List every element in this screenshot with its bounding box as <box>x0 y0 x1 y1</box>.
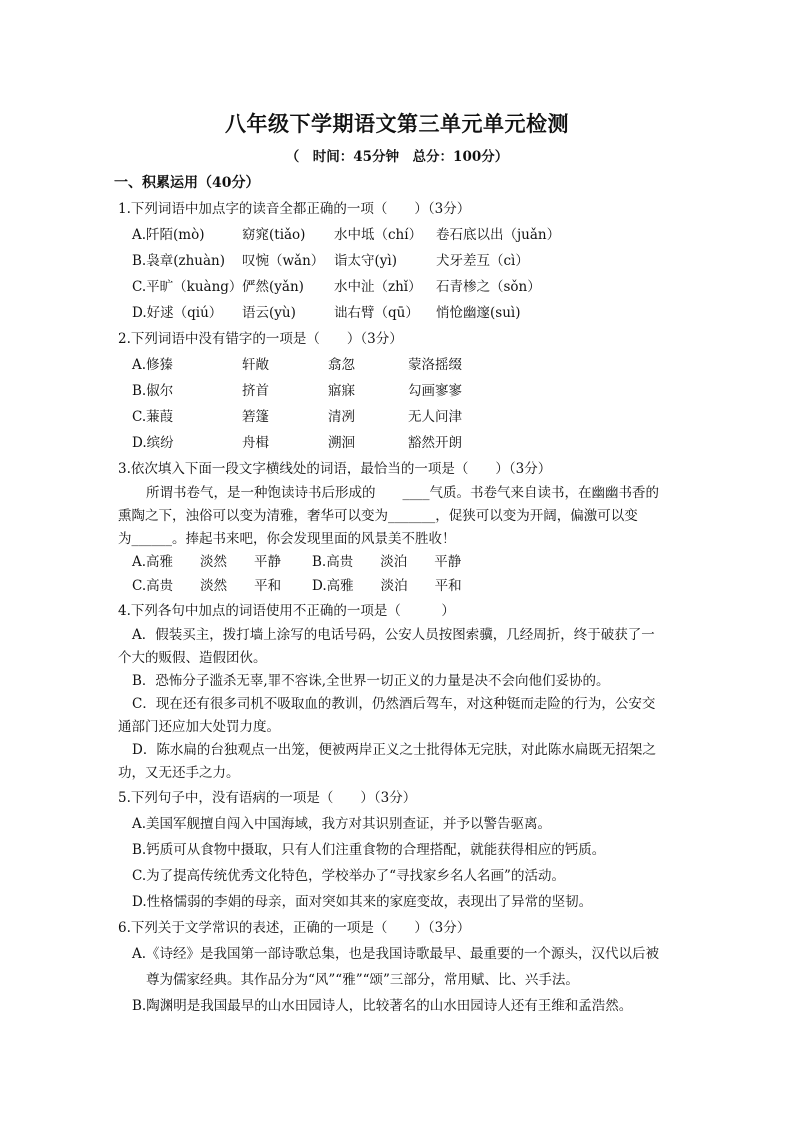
option-item: 挤首 <box>242 383 269 399</box>
question-1-option-row <box>118 248 678 274</box>
passage-line: 为______。捧起书来吧，你会发现里面的风景美不胜收！ <box>118 531 456 547</box>
question-5-stem: 5.下列句子中，没有语病的一项是（ ）（3分） <box>118 790 417 806</box>
question-1-stem: 1.下列词语中加点字的读音全都正确的一项（ ）（3分） <box>118 201 471 217</box>
option-line: D．陈水扁的台独观点一出笼，便被两岸正义之士批得体无完肤，对此陈水扁既无招架之 <box>132 742 656 758</box>
option-item: 蒙洛摇缀 <box>408 357 462 373</box>
question-6-option <box>118 993 678 1019</box>
question-5-option: B.钙质可从食物中摄取，只有人们注重食物的合理搭配，就能获得相应的钙质。 <box>132 842 606 858</box>
option-item: D.好逑（qiú） <box>132 305 223 321</box>
option-item: A.修獉 <box>132 357 174 373</box>
section-heading: 一、积累运用（40分） <box>114 175 260 191</box>
passage-line: 所谓书卷气，是一种饱读诗书后形成的 ____气质。书卷气来自读书，在幽幽书香的 <box>146 485 659 501</box>
passage-line: 熏陶之下，浊俗可以变为清雅，奢华可以变为_______，促狭可以变为开阔，偏激可以变 <box>118 508 638 524</box>
option-line: 尊为儒家经典。其作品分为“风”“雅”“颂”三部分，常用赋、比、兴手法。 <box>146 972 579 988</box>
question-2-option-row <box>118 352 678 378</box>
option-item: D.高雅 淡泊 平和 <box>312 578 462 594</box>
question-3-option-row <box>118 574 678 598</box>
question-4-stem: 4.下列各句中加点的词语使用不正确的一项是（ ） <box>118 603 455 619</box>
option-item: D.缤纷 <box>132 435 174 451</box>
option-item: 悄怆幽邃(suì) <box>436 305 521 321</box>
option-item: 窈窕(tiǎo) <box>242 227 306 243</box>
option-item: 豁然开朗 <box>408 435 462 451</box>
question-1-option-row <box>118 274 678 300</box>
page-title: 八年级下学期语文第三单元单元检测 <box>225 111 569 136</box>
option-item: 溯洄 <box>328 435 355 451</box>
option-item: B.高贵 淡泊 平静 <box>312 554 462 570</box>
question-4-option <box>118 624 678 670</box>
option-item: 翕忽 <box>328 357 355 373</box>
option-item: A.阡陌(mò) <box>132 227 205 243</box>
question-3-option-row <box>118 551 678 574</box>
option-item: 水中坻（chí） <box>334 227 423 243</box>
option-item: 水中沚（zhǐ） <box>334 279 422 295</box>
question-1-option-row <box>118 222 678 248</box>
option-item: B.俶尔 <box>132 383 174 399</box>
question-2-option-row <box>118 378 678 404</box>
question-5-option: D.性格懦弱的李娟的母亲，面对突如其来的家庭变故，表现出了异常的坚韧。 <box>132 894 593 910</box>
option-item: B.袅章(zhuàn) <box>132 253 225 269</box>
option-item: C.平旷（kuàng） <box>132 279 243 295</box>
question-1-option-row <box>118 300 678 326</box>
option-line: A.《诗经》是我国第一部诗歌总集，也是我国诗歌最早、最重要的一个源头，汉代以后被 <box>132 946 660 962</box>
question-3-stem: 3.依次填入下面一段文字横线处的词语，最恰当的一项是（ ）（3分） <box>118 461 552 477</box>
exam-content <box>114 170 678 1019</box>
option-item: 俨然(yǎn) <box>242 279 304 295</box>
option-line: 功，又无还手之力。 <box>118 765 240 781</box>
option-line: C．现在还有很多司机不吸取血的教训，仍然酒后驾车，对这种铤而走险的行为，公安交 <box>132 696 656 712</box>
option-item: C.蒹葭 <box>132 409 174 425</box>
option-item: 舟楫 <box>242 435 269 451</box>
question-6-option <box>118 941 678 993</box>
option-item: 箬篷 <box>242 409 269 425</box>
option-item: 清冽 <box>328 409 355 425</box>
option-item: 勾画寥寥 <box>408 383 462 399</box>
option-item: 语云(yù) <box>242 305 296 321</box>
option-item: 犬牙差互（cì） <box>436 253 529 269</box>
option-item: 卷石底以出（juǎn） <box>436 227 561 243</box>
question-2-option-row <box>118 430 678 456</box>
question-6-stem: 6.下列关于文学常识的表述，正确的一项是（ ）（3分） <box>118 920 471 936</box>
option-line: A．假装买主，拨打墙上涂写的电话号码，公安人员按图索骥，几经周折，终于破获了一 <box>132 627 655 643</box>
option-item: 诣太守(yì) <box>334 253 397 269</box>
question-3-passage <box>118 482 678 551</box>
question-4-option <box>118 693 678 739</box>
option-item: 诎右臂（qū） <box>334 305 419 321</box>
option-line: B．恐怖分子滥杀无辜,罪不容诛,全世界一切正义的力量是决不会向他们妥协的。 <box>132 673 610 689</box>
question-2-option-row <box>118 404 678 430</box>
option-item: C.高贵 淡然 平和 <box>132 578 282 594</box>
option-item: 无人问津 <box>408 409 462 425</box>
option-line: 通部门还应加大处罚力度。 <box>118 719 280 735</box>
question-2-stem: 2.下列词语中没有错字的一项是（ ）（3分） <box>118 331 403 347</box>
option-item: 石青椮之（sǒn） <box>436 279 541 295</box>
exam-info: （ 时间：45分钟 总分：100分） <box>285 149 509 165</box>
option-item: 寤寐 <box>328 383 355 399</box>
question-4-option <box>118 670 678 693</box>
option-line: 个大的贩假、造假团伙。 <box>118 650 267 666</box>
question-5-option: C.为了提高传统优秀文化特色，学校举办了“寻找家乡名人名画”的活动。 <box>132 868 565 884</box>
option-item: 轩敞 <box>242 357 269 373</box>
option-line: B.陶渊明是我国最早的山水田园诗人，比较著名的山水田园诗人还有王维和孟浩然。 <box>132 998 633 1014</box>
option-item: A.高雅 淡然 平静 <box>132 554 282 570</box>
question-4-option <box>118 739 678 785</box>
option-item: 叹惋（wǎn） <box>242 253 325 269</box>
question-5-option: A.美国军舰擅自闯入中国海域，我方对其识别查证，并予以警告驱离。 <box>132 816 552 832</box>
